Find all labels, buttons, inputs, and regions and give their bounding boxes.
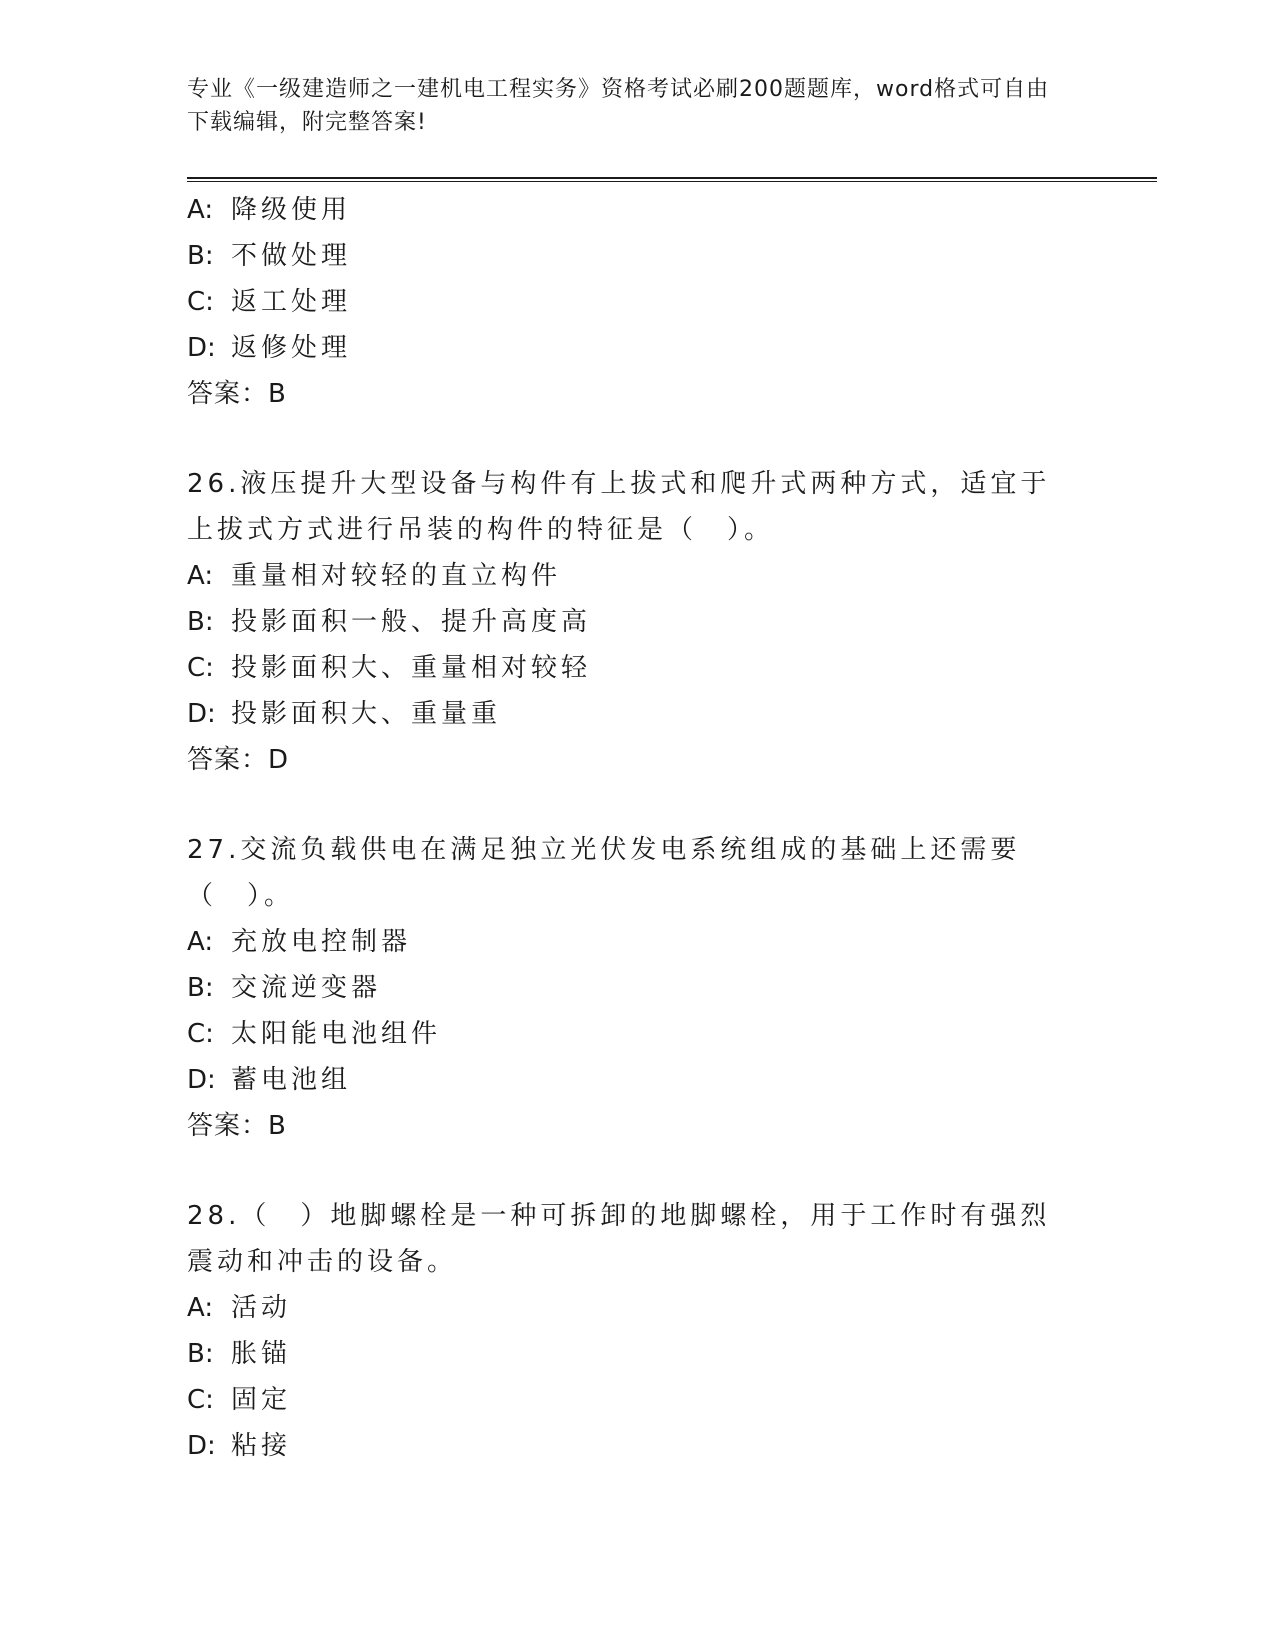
question-26 (187, 461, 1067, 783)
question-list (187, 187, 1067, 1469)
answer-line: 答案：B (187, 379, 287, 409)
option-b: B: 交流逆变器 (187, 973, 382, 1003)
question-text: 26.液压提升大型设备与构件有上拔式和爬升式两种方式，适宜于上拔式方式进行吊装的构件的特征是（ ）。 (187, 469, 1051, 545)
question-text: 27.交流负载供电在满足独立光伏发电系统组成的基础上还需要（ ）。 (187, 835, 1021, 911)
option-c: C: 固定 (187, 1385, 292, 1415)
option-d: D: 投影面积大、重量重 (187, 699, 502, 729)
option-a: A: 重量相对较轻的直立构件 (187, 561, 562, 591)
question-25-continued (187, 187, 1067, 417)
document-header: 专业《一级建造师之一建机电工程实务》资格考试必刷200题题库，word格式可自由下载编辑，附完整答案! (187, 77, 1050, 135)
option-b: B: 投影面积一般、提升高度高 (187, 607, 592, 637)
question-27 (187, 827, 1067, 1149)
option-b: B: 不做处理 (187, 241, 352, 271)
answer-line: 答案：D (187, 745, 290, 775)
option-a: A: 降级使用 (187, 195, 352, 225)
answer-line: 答案：B (187, 1111, 287, 1141)
question-text: 28.（ ）地脚螺栓是一种可拆卸的地脚螺栓，用于工作时有强烈震动和冲击的设备。 (187, 1201, 1051, 1277)
option-a: A: 充放电控制器 (187, 927, 412, 957)
option-c: C: 投影面积大、重量相对较轻 (187, 653, 592, 683)
document-page (187, 0, 1157, 1650)
option-d: D: 蓄电池组 (187, 1065, 352, 1095)
question-28 (187, 1193, 1067, 1469)
header-divider (187, 177, 1157, 182)
option-c: C: 太阳能电池组件 (187, 1019, 442, 1049)
option-a: A: 活动 (187, 1293, 292, 1323)
option-d: D: 返修处理 (187, 333, 352, 363)
option-d: D: 粘接 (187, 1431, 292, 1461)
option-b: B: 胀锚 (187, 1339, 292, 1369)
option-c: C: 返工处理 (187, 287, 352, 317)
